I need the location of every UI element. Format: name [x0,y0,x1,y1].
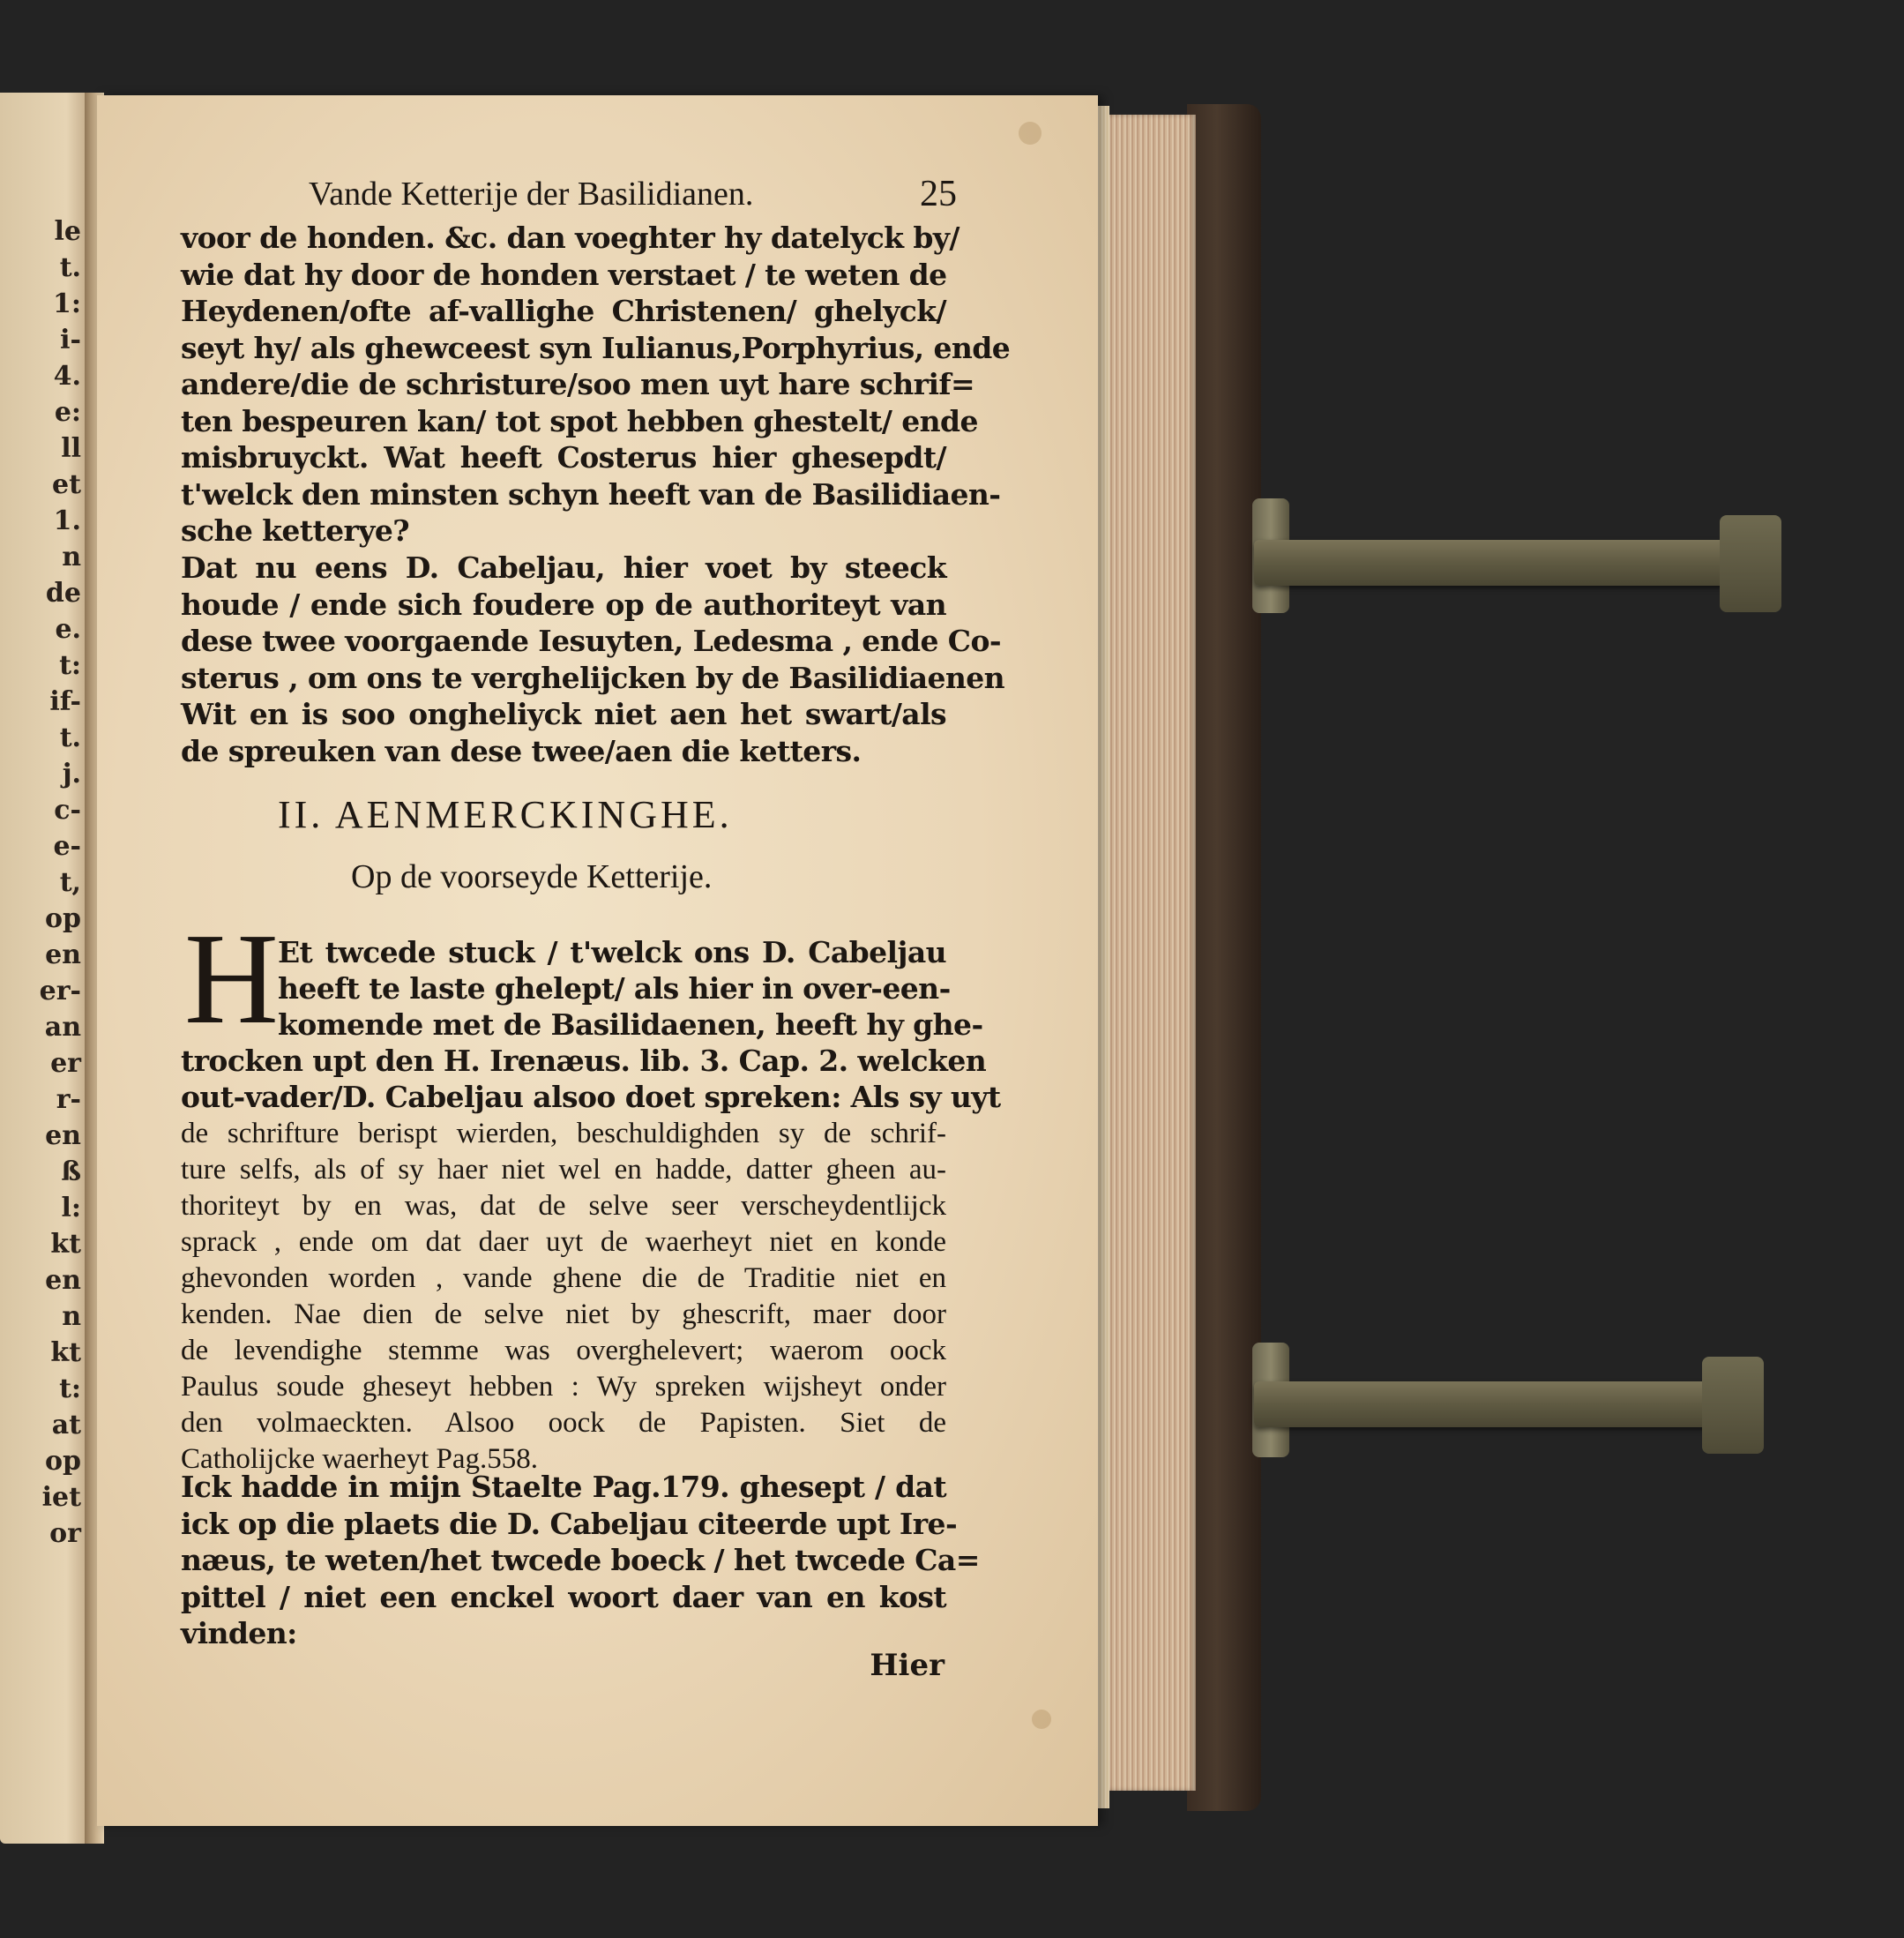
left-page-fragment: n [62,542,81,572]
left-page-fragment: er [50,1048,81,1079]
left-page-fragment: j. [62,759,81,789]
left-page-fragment: en [45,1120,81,1151]
left-page-fragment: er- [39,976,81,1006]
text-line: seyt hy/ als ghewceest syn Iulianus,Porphyrius, ende [181,330,1011,365]
text-line: Catholijcke waerheyt Pag.558. [181,1443,539,1475]
book-cover-edge [1187,104,1261,1811]
left-page-fragment: 1: [53,288,81,319]
left-page-fragment: c- [54,795,81,826]
left-page-fragment: kt [50,1229,81,1260]
left-page-fragment: i- [60,325,81,355]
left-page-fragment: ll [61,433,81,464]
left-page-fragment: en [45,939,81,970]
left-page-fragment: l: [61,1193,81,1223]
left-page-fragment: ß [61,1156,81,1187]
left-page-fragment: en [45,1265,81,1296]
text-line: sche ketterye? [181,513,409,548]
left-page-fragment: t: [59,1373,81,1404]
text-line: thoriteyt by en was, dat de selve seer verscheydentlijck [181,1190,946,1222]
text-line: wie dat hy door de honden verstaet / te weten de [181,257,947,292]
text-line: sterus , om ons te verghelijcken by de Basilidiaenen [181,660,1005,695]
section-subheading: Op de voorseyde Ketterije. [351,858,713,895]
page-block-edge [1108,115,1196,1791]
foxing-spot [1032,1710,1051,1729]
text-line: de schrifture berispt wierden, beschuldighden sy de schrif- [181,1118,946,1149]
text-line: de spreuken van dese twee/aen die ketters. [181,733,862,768]
drop-cap: H [184,907,279,1051]
text-line: dese twee voorgaende Iesuyten, Ledesma , ende Co- [181,624,1001,658]
left-page-fragment: kt [50,1337,81,1368]
left-page-fragment: if- [49,686,81,717]
text-line: sprack , ende om dat daer uyt de waerheyt niet en konde [181,1226,946,1258]
text-line: andere/die de schristure/soo men uyt hare schrif= [181,367,975,401]
text-line: komende met de Basilidaenen, heeft hy ghe- [278,1007,983,1042]
left-page-fragment: le [54,216,81,247]
left-page-fragment: at [51,1410,81,1440]
left-page-fragment: t. [59,722,81,753]
left-page-fragment: e- [53,831,81,862]
text-line: næus, te weten/het twcede boeck / het twcede Ca= [181,1543,980,1577]
text-line: ture selfs, als of sy haer niet wel en hadde, datter gheen au- [181,1154,946,1186]
left-page-fragment: 1. [53,505,81,536]
text-line: de levendighe stemme was overghelevert; waerom oock [181,1335,946,1366]
left-page-fragment: e: [54,397,81,428]
clasp-top [1254,540,1774,586]
text-line: Ick hadde in mijn Staelte Pag.179. ghesept / dat [181,1470,946,1504]
text-line: Wit en is soo ongheliyck niet aen het swart/als [181,697,946,731]
text-line: Dat nu eens D. Cabeljau, hier voet by steeck [181,550,946,585]
text-line: t'welck den minsten schyn heeft van de Basilidiaen- [181,476,1001,512]
text-line: heeft te laste ghelept/ als hier in over-een- [278,971,951,1006]
text-line: kenden. Nae dien de selve niet by ghescrift, maer door [181,1298,946,1330]
text-line: Paulus soude gheseyt hebben : Wy spreken wijsheyt onder [181,1371,946,1403]
text-line: vinden: [181,1616,297,1650]
clasp-top-end [1720,515,1781,612]
foxing-spot [1019,122,1042,145]
left-page-fragment: e. [55,614,81,645]
left-page-fragment: n [62,1301,81,1332]
text-line: voor de honden. &c. dan voeghter hy datelyck by/ [181,221,959,255]
left-page-fragment: t, [59,867,81,898]
text-line: ten bespeuren kan/ tot spot hebben ghestelt/ ende [181,403,978,438]
text-line: out-vader/D. Cabeljau alsoo doet spreken: Als sy uyt [181,1080,1001,1114]
catchword: Hier [870,1648,945,1683]
left-page-fragment: or [49,1518,81,1549]
left-page-edge [0,93,95,1844]
text-line: ghevonden worden , vande ghene die de Traditie niet en [181,1262,946,1294]
left-page-fragment: op [45,1446,81,1477]
clasp-bottom [1254,1381,1757,1427]
clasp-bottom-end [1702,1357,1764,1454]
text-line: misbruyckt. Wat heeft Costerus hier ghesepdt/ [181,440,946,475]
running-head: Vande Ketterije der Basilidianen. [309,176,754,213]
text-line: ick op die plaets die D. Cabeljau citeerde upt Ire- [181,1506,958,1541]
left-page-fragment: an [44,1012,81,1043]
left-page-fragment: t: [59,650,81,681]
text-line: pittel / niet een enckel woort daer van en kost [181,1579,946,1614]
left-page-fragment: iet [41,1482,81,1513]
left-page-fragment: 4. [53,361,81,392]
section-heading: II. AENMERCKINGHE. [278,793,733,836]
text-line: Heydenen/ofte af-vallighe Christenen/ ghelyck/ [181,294,946,328]
left-page-fragment: de [45,578,81,609]
text-line: Et twcede stuck / t'welck ons D. Cabeljau [278,935,946,969]
page-number: 25 [920,174,957,214]
left-page-fragment: et [52,469,81,500]
left-page-fragment: t. [59,252,81,283]
left-page-fragment: op [45,903,81,934]
text-line: den volmaeckten. Alsoo oock de Papisten. Siet de [181,1407,946,1439]
text-line: houde / ende sich foudere op de authoriteyt van [181,587,946,622]
text-line: trocken upt den H. Irenæus. lib. 3. Cap. 2. welcken [181,1044,987,1078]
left-page-fragment: r- [56,1084,81,1115]
